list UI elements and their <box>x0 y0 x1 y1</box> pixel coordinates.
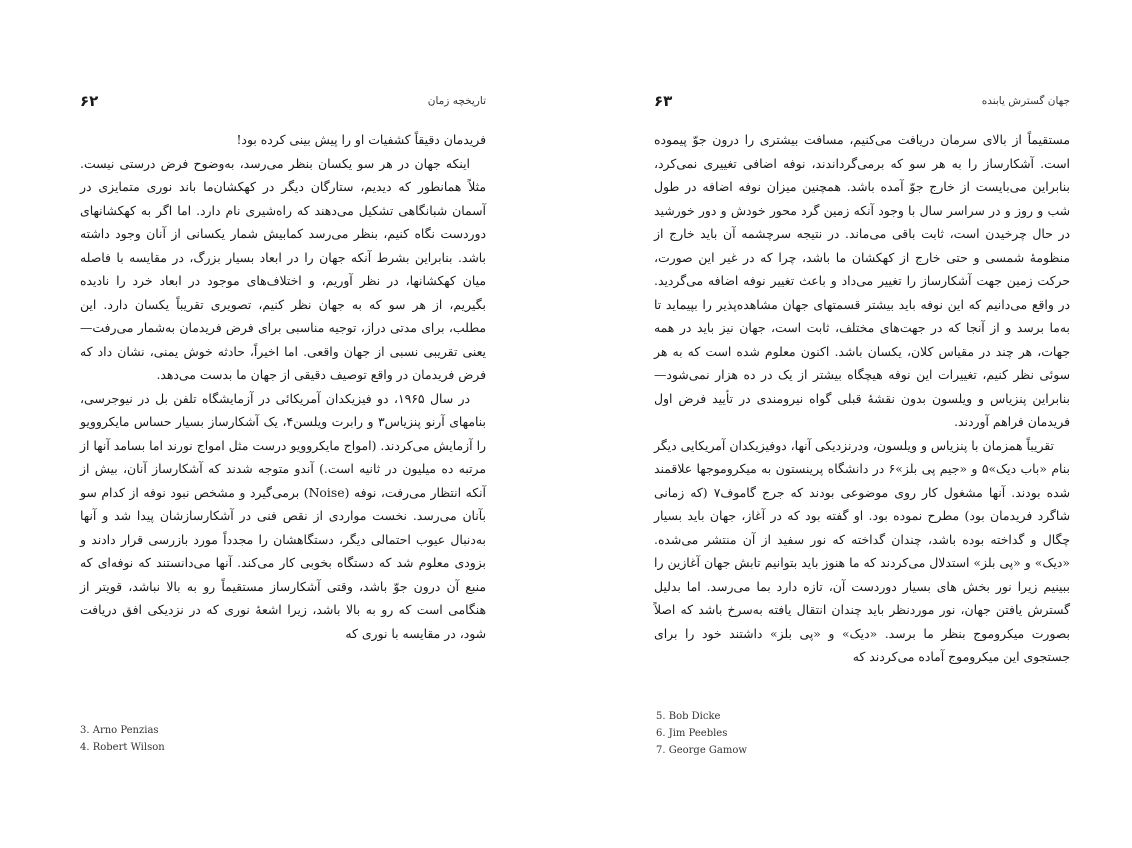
left-page-header <box>80 90 486 112</box>
right-page-header <box>654 90 1070 112</box>
footnote: 4. Robert Wilson <box>80 742 165 753</box>
footnote: 6. Jim Peebles <box>656 728 728 739</box>
right-page-number: ۶۳ <box>654 92 673 110</box>
footnote: 3. Arno Penzias <box>80 725 159 736</box>
paragraph: فریدمان دقیقاً کشفیات او را پیش بینی کرده بود! <box>236 132 486 147</box>
right-body-text <box>654 128 1070 669</box>
right-page <box>566 0 1132 848</box>
right-footnotes <box>656 708 747 759</box>
right-running-title: جهان گسترش یابنده <box>981 95 1070 107</box>
left-running-title: تاریخچه زمان <box>427 95 486 107</box>
left-footnotes <box>80 722 165 756</box>
left-body-text <box>80 128 486 645</box>
footnote: 5. Bob Dicke <box>656 711 721 722</box>
paragraph: در سال ۱۹۶۵، دو فیزیکدان آمریکائی در آزمایشگاه تلفن بل در نیوجرسی، بنامهای آرنو پنزیاس۳ و رابرت ویلسن۴، یک آشکارساز بسیار حساس مایکروویو را آزمایش می‌کردند. (امواج مایکروویو درست مثل امواج نورند اما بسامد آنها از مرتبه ده میلیون در ثانیه است.) آندو متوجه شدند که آشکارساز آنان، بیش از آنکه انتظار می‌رفت، نوفه (Noise) برمی‌گیرد و مشخص نبود نوفه از کدام سو بآنان می‌رسد. نخست مواردی از نقص فنی در آشکارسازشان پیدا شد و آنها به‌دنبال عیوب احتمالی دیگر، دستگاهشان را مجدداً مورد بازرسی قرار دادند و بزودی معلوم شد که دستگاه بخوبی کار می‌کند. آنها می‌دانستند که نوفه‌ای که منبع آن درون جوّ باشد، وقتی آشکارساز مستقیماً رو به بالا نباشد، قویتر از هنگامی است که رو به بالا باشد، زیرا اشعهٔ نوری که در نزدیکی افق دریافت شود، در مقایسه با نوری که <box>80 390 486 641</box>
left-page-number: ۶۲ <box>80 92 99 110</box>
paragraph: اینکه جهان در هر سو یکسان بنظر می‌رسد، به‌وضوح فرض درستی نیست. مثلاً همانطور که دیدیم، ستارگان دیگر در کهکشان‌ما باند نوری متمایزی در آسمان شبانگاهی تشکیل می‌دهند که راه‌شیری نام دارد. اما اگر به کهکشانهای دوردست نگاه کنیم، بنظر می‌رسد کمابیش شمار یکسانی از آنان وجود داشته باشد. بنابراین بشرط آنکه جهان را در ابعاد بسیار بزرگ، در مقایسه با فاصله میان کهکشانها، در نظر آوریم، و اختلاف‌های موجود در ابعاد خرد را نادیده بگیریم، از هر سو که به جهان نظر کنیم، تصویری تقریباً یکسان دارد. این مطلب، برای مدتی دراز، توجیه مناسبی برای فرض فریدمان به‌شمار می‌رفت—یعنی تقریبی نسبی از جهان واقعی. اما اخیراً، حادثه خوش یمنی، نشان داد که فرض فریدمان در واقع توصیف دقیقی از جهان ما بدست می‌دهد. <box>80 155 486 382</box>
paragraph: تقریباً همزمان با پنزیاس و ویلسون، ودرنزدیکی آنها، دوفیزیکدان آمریکایی دیگر بنام «باب دیک»۵ و «جیم پی بلز»۶ در دانشگاه پرینستون به میکروموجها علاقمند شده بودند. آنها مشغول کار روی موضوعی بودند که جرج گاموف۷ (که زمانی شاگرد فریدمان بود) مطرح نموده بود. او گفته بود که در آغاز، جهان باید بسیار چگال و گداخته بوده باشد، چندان گداخته که نور سفید از آن منتشر می‌شده. «دیک» و «پی بلز» استدلال می‌کردند که ما هنوز باید بتوانیم تابش جهان آغازین را ببینیم زیرا نور بخش های بسیار دوردست آن، تازه دارد بما می‌رسد. اما بدلیل گسترش یافتن جهان، نور موردنظر باید چندان انتقال یافته به‌سرخ باشد که اصلاً بصورت میکروموج بنظر ما برسد. «دیک» و «پی بلز» داشتند خود را برای جستجوی این میکروموج آماده می‌کردند که <box>654 437 1070 664</box>
paragraph: مستقیماً از بالای سرمان دریافت می‌کنیم، مسافت بیشتری را درون جوّ پیموده است. آشکارساز را به هر سو که برمی‌گرداندند، نوفه اضافی تغییری نمی‌کرد، بنابراین می‌بایست از خارج جوّ آمده باشد. همچنین میزان نوفه اضافه در طول شب و روز و در سراسر سال با وجود آنکه زمین گرد محور خودش و دور خورشید در حال چرخیدن است، ثابت باقی می‌ماند. در نتیجه سرچشمه آن باید خارج از منظومهٔ شمسی و حتی خارج از کهکشان ما باشد، چرا که در غیر این صورت، حرکت زمین جهت آشکارساز را تغییر می‌داد و باعث تغییر نوفه اضافه می‌گردید. در واقع می‌دانیم که این نوفه باید بیشتر قسمتهای جهان مشاهده‌پذیر را بپیماید تا به‌ما برسد و از آنجا که در جهت‌های مختلف، ثابت است، جهان نیز باید در همه جهات، هر چند در مقیاس کلان، یکسان باشد. اکنون معلوم شده است که به هر سوئی نظر کنیم، تغییرات این نوفه هیچگاه بیشتر از یک در ده هزار نمی‌شود—بنابراین پنزیاس و ویلسون بدون نقشهٔ قبلی گواه نیرومندی در تأیید فرض اول فریدمان فراهم آوردند. <box>654 132 1070 429</box>
footnote: 7. George Gamow <box>656 745 747 756</box>
